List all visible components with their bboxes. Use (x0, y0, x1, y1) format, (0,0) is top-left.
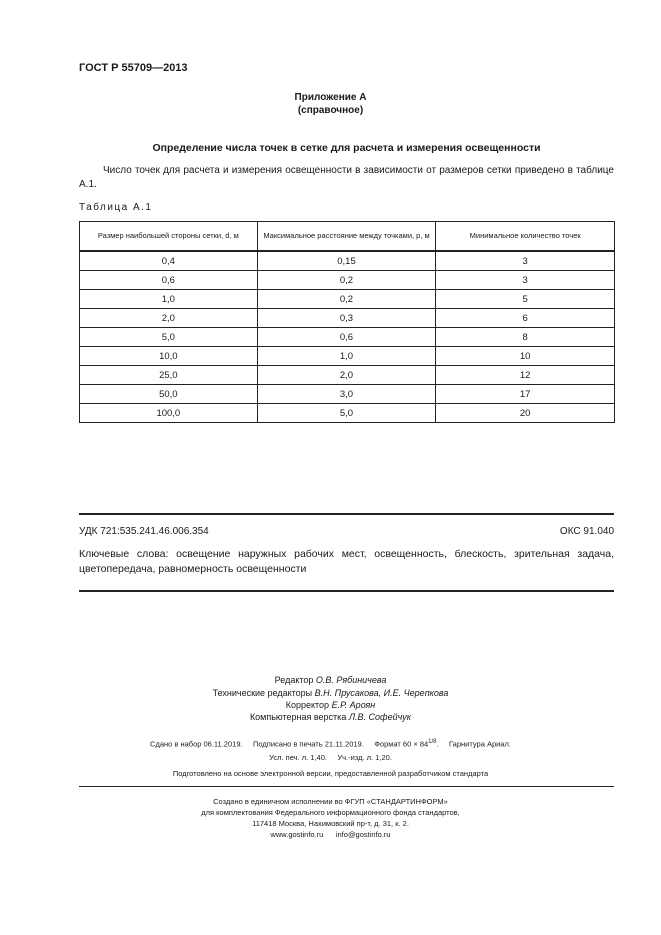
table-row (80, 366, 615, 385)
table-cell: 0,3 (257, 309, 436, 328)
table-cell: 10 (436, 347, 615, 366)
footer-bottom-rule (79, 590, 614, 592)
table-caption: Таблица А.1 (79, 202, 153, 213)
table-cell: 50,0 (80, 385, 258, 404)
table-row (80, 385, 615, 404)
intro-paragraph (79, 164, 614, 192)
table-cell: 12 (436, 366, 615, 385)
credit-corrector (0, 700, 661, 710)
table-cell: 0,2 (257, 271, 436, 290)
table-cell: 0,15 (257, 251, 436, 271)
table-cell: 0,6 (257, 328, 436, 347)
points-table (79, 221, 615, 423)
udk-code: УДК 721:535.241.46.006.354 (79, 526, 209, 537)
table-cell: 5,0 (80, 328, 258, 347)
oks-code: ОКС 91.040 (559, 526, 614, 537)
corrector-name: Е.Р. Ароян (331, 700, 376, 710)
tech-names: В.Н. Прусакова, И.Е. Черепкова (314, 688, 449, 698)
table-cell: 20 (436, 404, 615, 423)
credit-layout (0, 712, 661, 722)
tech-role: Технические редакторы (212, 688, 313, 698)
format-fraction: 1/8 (428, 739, 437, 745)
table-cell: 2,0 (257, 366, 436, 385)
print-line1-end: . Гарнитура Ариал. (436, 739, 511, 749)
table-cell: 0,2 (257, 290, 436, 309)
annex-type: (справочное) (297, 105, 364, 116)
header-max-distance: Максимальное расстояние между точками, p, м (257, 222, 436, 252)
table-cell: 100,0 (80, 404, 258, 423)
table-cell: 17 (436, 385, 615, 404)
intro-paragraph-text: Число точек для расчета и измерения освещенности в зависимости от размеров сетки приведено в таблице А.1. (79, 165, 614, 190)
table-row (80, 271, 615, 290)
prepared-note: Подготовлено на основе электронной версии, предоставленной разработчиком стандарта (172, 769, 489, 778)
print-line1-start: Сдано в набор 06.11.2019. Подписано в печать 21.11.2019. Формат 60 × 84 (150, 739, 429, 749)
keywords (79, 547, 614, 577)
table-row (80, 290, 615, 309)
section-heading: Определение числа точек в сетке для расчета и измерения освещенности (152, 142, 541, 154)
annex-title: Приложение А (294, 92, 367, 103)
table-row (80, 347, 615, 366)
corrector-role: Корректор (285, 700, 330, 710)
table-cell: 3 (436, 251, 615, 271)
table-cell: 0,4 (80, 251, 258, 271)
layout-role: Компьютерная верстка (249, 712, 347, 722)
table-row (80, 404, 615, 423)
publisher-contacts: www.gostinfo.ru info@gostinfo.ru (270, 830, 391, 839)
table-header-row (80, 222, 615, 252)
table-cell: 6 (436, 309, 615, 328)
table-row (80, 309, 615, 328)
keywords-label: Ключевые слова: (79, 548, 169, 560)
header-grid-size: Размер наибольшей стороны сетки, d, м (80, 222, 258, 252)
keywords-text: освещение наружных рабочих мест, освещенность, блескость, зрительная задача, цветопередача, равномерность освещенности (79, 548, 614, 575)
layout-name: Л.В. Софейчук (348, 712, 412, 722)
table-cell: 5,0 (257, 404, 436, 423)
table-cell: 10,0 (80, 347, 258, 366)
footer-top-rule (79, 513, 614, 515)
header-min-points: Минимальное количество точек (436, 222, 615, 252)
publisher-rule (79, 786, 614, 787)
table-cell: 1,0 (80, 290, 258, 309)
table-row (80, 328, 615, 347)
table-cell: 3,0 (257, 385, 436, 404)
table-row (80, 251, 615, 271)
credit-editor (0, 675, 661, 685)
table-cell: 5 (436, 290, 615, 309)
table-cell: 25,0 (80, 366, 258, 385)
editor-role: Редактор (274, 675, 314, 685)
standard-number: ГОСТ Р 55709—2013 (79, 62, 188, 74)
print-info-line1 (0, 739, 661, 749)
table-cell: 0,6 (80, 271, 258, 290)
editor-name: О.В. Рябиничева (315, 675, 387, 685)
table-cell: 1,0 (257, 347, 436, 366)
table-cell: 8 (436, 328, 615, 347)
table-cell: 2,0 (80, 309, 258, 328)
publisher-address: 117418 Москва, Нахимовский пр-т, д. 31, к. 2. (252, 819, 409, 828)
credit-tech-editors (0, 688, 661, 698)
table-cell: 3 (436, 271, 615, 290)
publisher-line2: для комплектования Федерального информационного фонда стандартов, (201, 808, 460, 817)
print-info-line2: Усл. печ. л. 1,40. Уч.-изд. л. 1,20. (269, 753, 392, 762)
publisher-line1: Создано в единичном исполнении во ФГУП «СТАНДАРТИНФОРМ» (213, 797, 448, 806)
